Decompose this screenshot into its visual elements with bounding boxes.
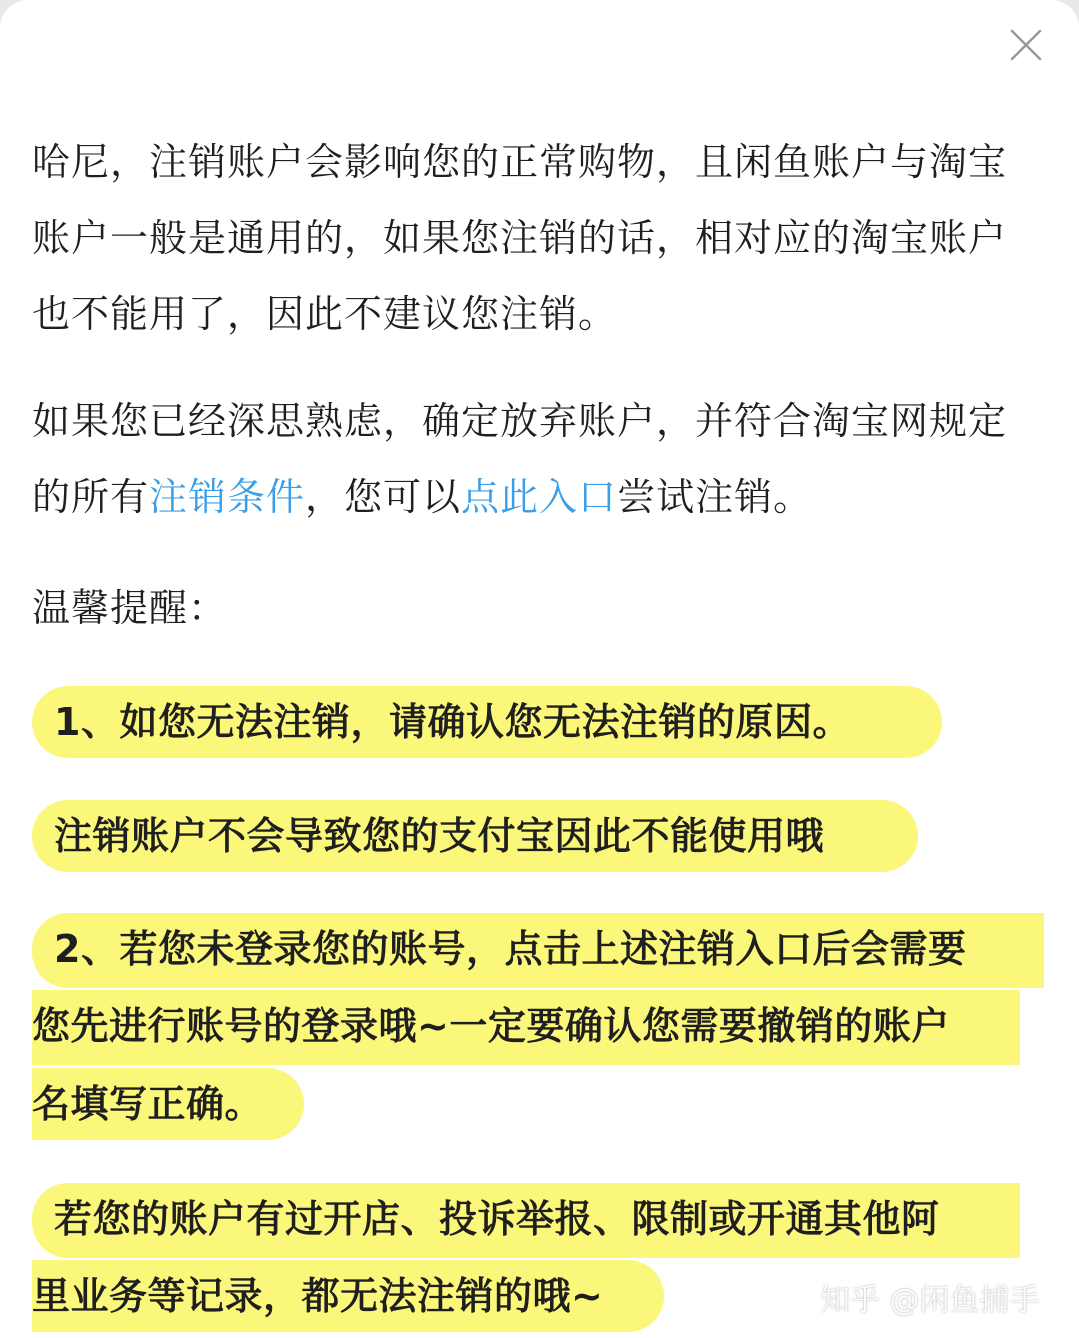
close-icon xyxy=(1008,27,1044,63)
paragraph-text: 尝试注销。 xyxy=(617,475,813,519)
cancel-entry-link[interactable]: 点此入口 xyxy=(461,475,618,519)
close-button[interactable] xyxy=(1008,27,1044,63)
watermark: 知乎 @闲鱼捕手 xyxy=(820,1283,1040,1318)
highlight-line: 注销账户不会导致您的支付宝因此不能使用哦 xyxy=(32,800,918,872)
highlight-line: 里业务等记录，都无法注销的哦~ xyxy=(32,1260,664,1332)
cancel-conditions-link[interactable]: 注销条件 xyxy=(149,475,306,519)
highlight-line: 2、若您未登录您的账号，点击上述注销入口后会需要 xyxy=(32,913,1044,988)
reminder-title: 温馨提醒： xyxy=(32,586,228,630)
paragraph-text: ，您可以 xyxy=(305,475,462,519)
cancel-conditions-paragraph xyxy=(32,383,1044,535)
highlight-line: 若您的账户有过开店、投诉举报、限制或开通其他阿 xyxy=(32,1183,1020,1258)
highlight-line: 1、如您无法注销，请确认您无法注销的原因。 xyxy=(32,686,942,758)
paragraph-text: 如果您已经深思熟虑，确定放弃账户，并符合淘宝网规定的所有 xyxy=(32,399,1008,519)
intro-paragraph: 哈尼，注销账户会影响您的正常购物，且闲鱼账户与淘宝账户一般是通用的，如果您注销的话，相对应的淘宝账户也不能用了，因此不建议您注销。 xyxy=(32,140,1008,336)
highlight-line: 您先进行账号的登录哦~一定要确认您需要撤销的账户 xyxy=(32,990,1020,1065)
highlight-line: 名填写正确。 xyxy=(32,1068,304,1140)
